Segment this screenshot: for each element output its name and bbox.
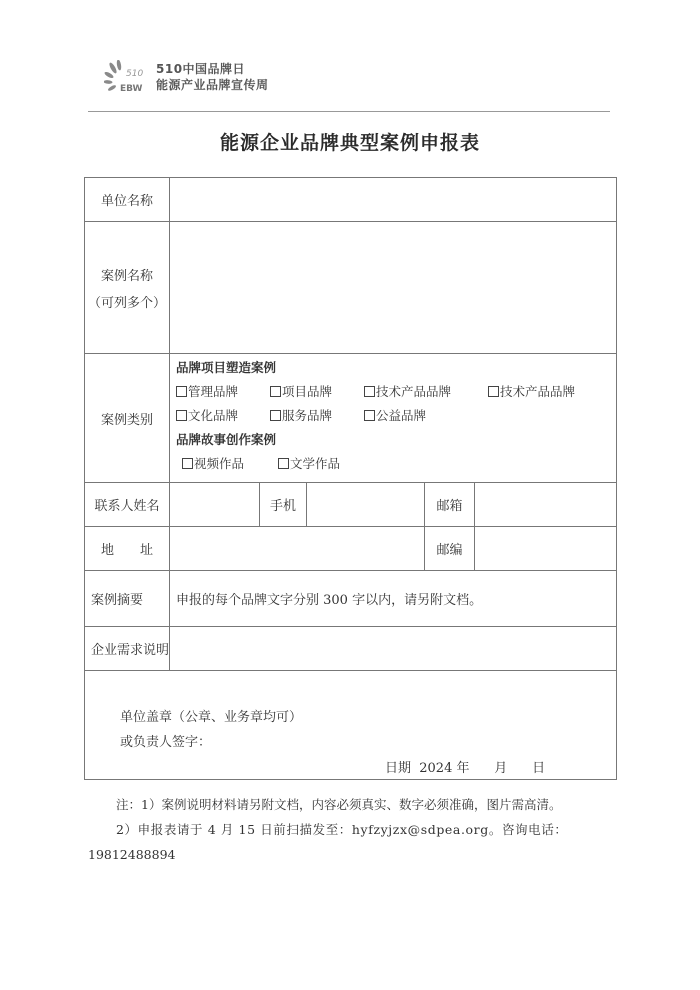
logo-mark-text: 510 <box>126 69 144 79</box>
address-field[interactable] <box>170 527 425 571</box>
note-1: 注：1）案例说明材料请另附文档，内容必须真实、数字必须准确，图片需高清。 <box>116 797 562 812</box>
contact-name-field[interactable] <box>170 483 260 527</box>
logo-line2: 能源产业品牌宣传周 <box>156 78 269 92</box>
seal-line: 单位盖章（公章、业务章均可） <box>120 710 303 725</box>
checkbox-icon[interactable] <box>364 410 375 421</box>
option-public-welfare-brand[interactable]: 公益品牌 <box>364 406 426 424</box>
unit-name-field[interactable] <box>170 178 617 222</box>
seal-section <box>85 671 617 780</box>
option-literary-work[interactable]: 文学作品 <box>278 454 340 472</box>
option-tech-product-brand-2[interactable]: 技术产品品牌 <box>488 382 575 400</box>
postcode-field[interactable] <box>475 527 617 571</box>
option-culture-brand[interactable]: 文化品牌 <box>176 406 264 424</box>
case-name-sub-label: （可列多个） <box>87 295 166 311</box>
option-video-work[interactable]: 视频作品 <box>182 454 272 472</box>
checkbox-icon[interactable] <box>278 458 289 469</box>
checkbox-icon[interactable] <box>270 410 281 421</box>
page-title: 能源企业品牌典型案例申报表 <box>219 132 480 154</box>
option-project-brand[interactable]: 项目品牌 <box>270 382 358 400</box>
email-label: 邮箱 <box>425 483 475 527</box>
option-tech-product-brand[interactable]: 技术产品品牌 <box>364 382 482 400</box>
phone-field[interactable] <box>307 483 425 527</box>
group2-title: 品牌故事创作案例 <box>176 432 277 447</box>
case-name-field[interactable] <box>170 222 617 354</box>
date-line: 日期 2024 年 月 日 <box>385 761 546 776</box>
category-label: 案例类别 <box>85 354 170 483</box>
checkbox-icon[interactable] <box>364 386 375 397</box>
unit-name-label: 单位名称 <box>85 178 170 222</box>
needs-field[interactable] <box>170 627 617 671</box>
contact-name-label: 联系人姓名 <box>85 483 170 527</box>
checkbox-icon[interactable] <box>488 386 499 397</box>
note-3: 19812488894 <box>88 847 176 862</box>
group1-title: 品牌项目塑造案例 <box>176 360 277 375</box>
case-name-label-cell <box>85 222 170 354</box>
note-2: 2）申报表请于 4 月 15 日前扫描发至：hyfzyjzx@sdpea.org。咨询电话： <box>116 822 568 837</box>
checkbox-icon[interactable] <box>176 410 187 421</box>
logo-mark-sub: EBW <box>120 84 143 94</box>
logo-line1: 510中国品牌日 <box>156 62 246 76</box>
phone-label: 手机 <box>260 483 307 527</box>
postcode-label: 邮编 <box>425 527 475 571</box>
signature-line: 或负责人签字： <box>120 735 212 750</box>
case-name-label: 案例名称 <box>100 268 153 284</box>
header-divider <box>88 111 610 112</box>
logo-mark-icon <box>104 60 152 94</box>
option-management-brand[interactable]: 管理品牌 <box>176 382 264 400</box>
application-form-table <box>84 177 617 780</box>
notes-section <box>88 792 613 867</box>
logo <box>104 60 294 94</box>
checkbox-icon[interactable] <box>182 458 193 469</box>
category-options <box>170 354 617 483</box>
checkbox-icon[interactable] <box>270 386 281 397</box>
option-service-brand[interactable]: 服务品牌 <box>270 406 358 424</box>
checkbox-icon[interactable] <box>176 386 187 397</box>
summary-field[interactable]: 申报的每个品牌文字分别 300 字以内，请另附文档。 <box>170 571 617 627</box>
summary-label: 案例摘要 <box>85 571 170 627</box>
needs-label: 企业需求说明 <box>85 627 170 671</box>
address-label: 地 址 <box>85 527 170 571</box>
email-field[interactable] <box>475 483 617 527</box>
